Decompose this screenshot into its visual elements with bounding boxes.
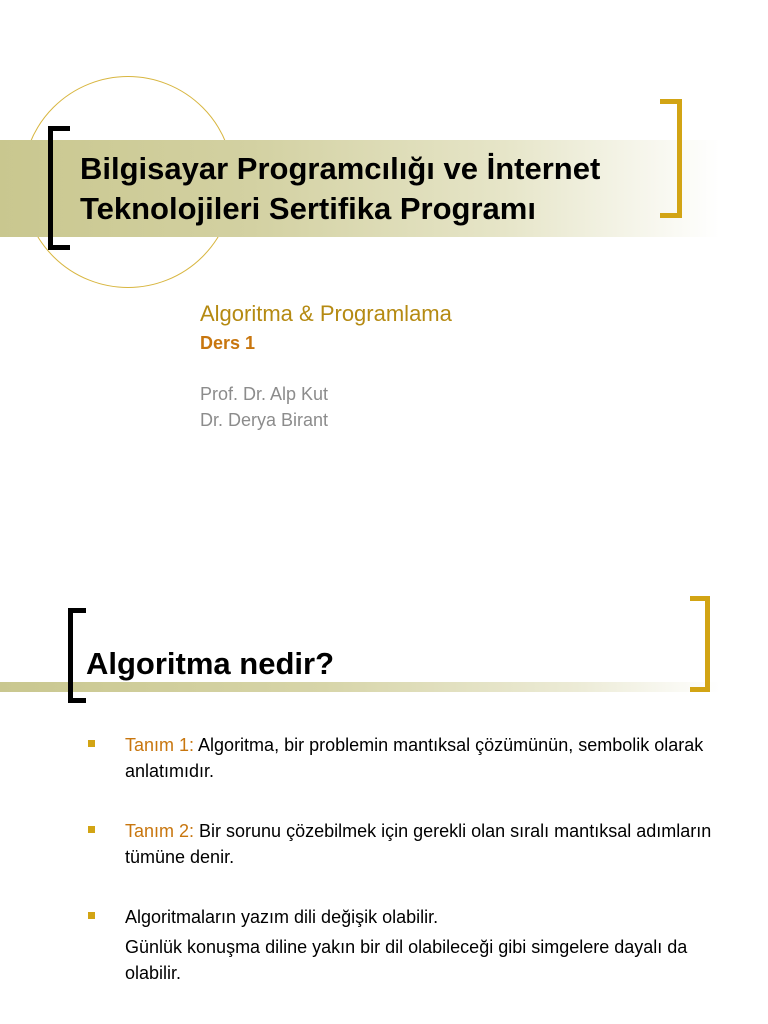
left-bracket-decoration bbox=[68, 608, 86, 703]
square-bullet-icon bbox=[88, 912, 95, 919]
lesson-label: Ders 1 bbox=[200, 333, 256, 353]
definition-text: Algoritma, bir problemin mantıksal çözümünün, sembolik olarak anlatımıdır. bbox=[125, 735, 704, 781]
definition-term: Tanım 1: bbox=[125, 735, 195, 755]
slide-algorithm-definition bbox=[0, 512, 768, 1024]
bullet-item bbox=[88, 904, 748, 986]
course-name: Algoritma & Programlama bbox=[200, 301, 452, 326]
author-name: Dr. Derya Birant bbox=[200, 410, 329, 430]
bullet-text: Algoritmaların yazım dili değişik olabilir. bbox=[125, 907, 439, 927]
title-band bbox=[0, 682, 720, 692]
title-line-2: Teknolojileri Sertifika Programı bbox=[80, 191, 536, 226]
title-line-1: Bilgisayar Programcılığı ve İnternet bbox=[80, 151, 601, 186]
bullet-subtext: Günlük konuşma diline yakın bir dil olabileceği gibi simgelere dayalı da olabilir. bbox=[125, 937, 688, 983]
square-bullet-icon bbox=[88, 740, 95, 747]
bullet-item bbox=[88, 732, 748, 784]
right-bracket-decoration bbox=[690, 596, 710, 692]
bullet-item bbox=[88, 818, 748, 870]
definition-term: Tanım 2: bbox=[125, 821, 195, 841]
square-bullet-icon bbox=[88, 826, 95, 833]
author-name: Prof. Dr. Alp Kut bbox=[200, 384, 329, 404]
left-bracket-decoration bbox=[48, 126, 70, 250]
slide-title-heading bbox=[80, 149, 680, 229]
definition-text: Bir sorunu çözebilmek için gerekli olan sıralı mantıksal adımların tümüne denir. bbox=[125, 821, 712, 867]
slide-heading: Algoritma nedir? bbox=[86, 646, 335, 681]
